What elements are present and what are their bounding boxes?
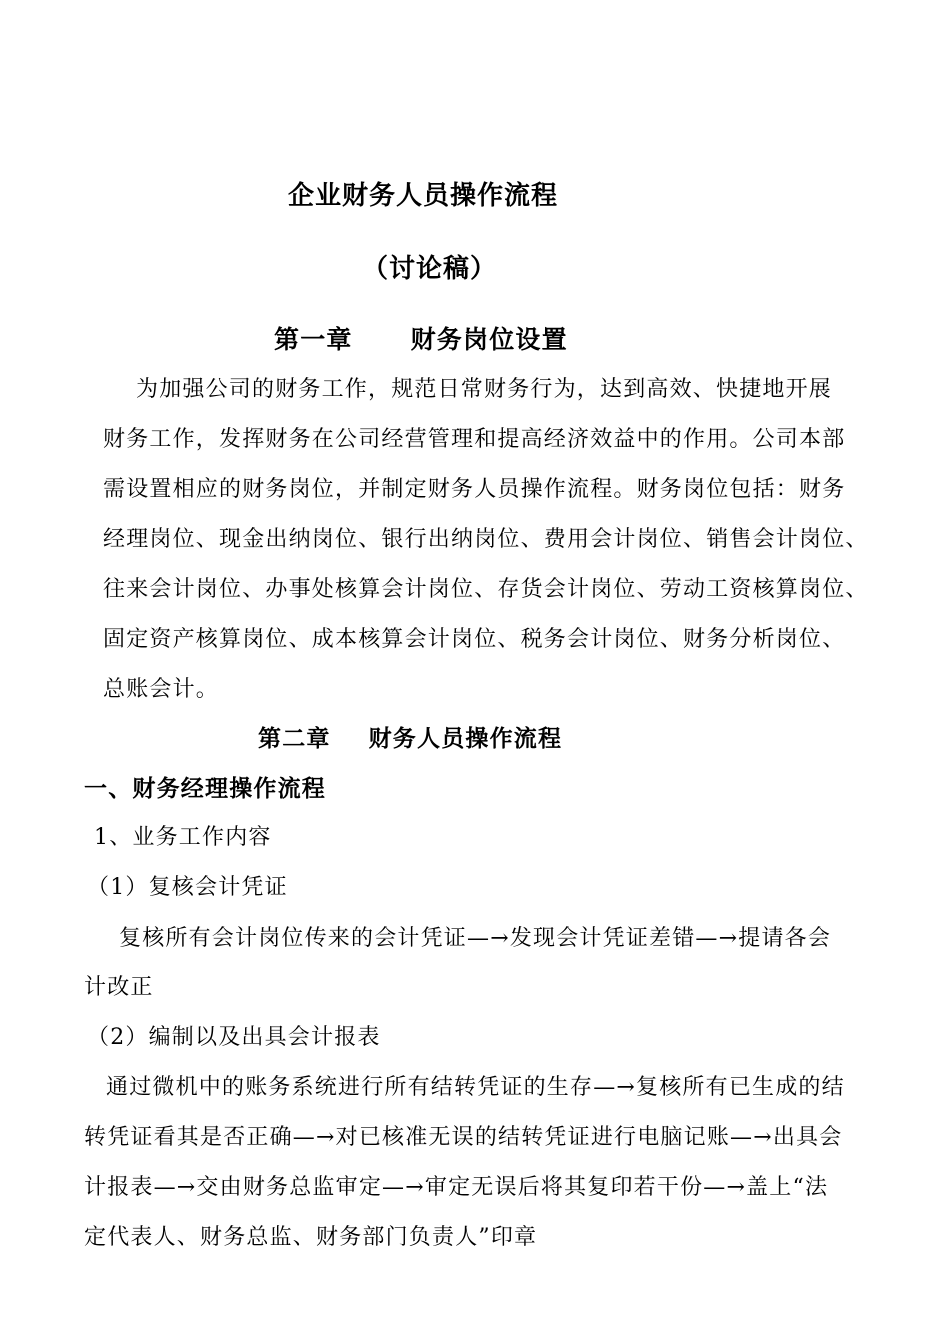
chapter1-paragraph-line: 需设置相应的财务岗位，并制定财务人员操作流程。财务岗位包括：财务 [103, 477, 846, 502]
document-subtitle: （讨论稿） [362, 254, 498, 284]
chapter1-paragraph-line: 总账会计。 [103, 677, 220, 702]
chapter1-number: 第一章 [274, 325, 353, 354]
chapter1-paragraph-line: 财务工作，发挥财务在公司经营管理和提高经济效益中的作用。公司本部 [103, 427, 846, 452]
subitem-paragraph-line: 计报表—→交由财务总监审定—→审定无误后将其复印若干份—→盖上“法 [84, 1175, 829, 1200]
chapter1-paragraph-line: 往来会计岗位、办事处核算会计岗位、存货会计岗位、劳动工资核算岗位、 [103, 577, 869, 602]
subitem-heading: （1）复核会计凭证 [87, 875, 288, 900]
section-heading: 一、财务经理操作流程 [84, 775, 326, 802]
subitem-paragraph-line: 复核所有会计岗位传来的会计凭证—→发现会计凭证差错—→提请各会 [119, 926, 832, 951]
chapter1-paragraph-line: 经理岗位、现金出纳岗位、银行出纳岗位、费用会计岗位、销售会计岗位、 [103, 527, 869, 552]
chapter1-paragraph-line: 为加强公司的财务工作，规范日常财务行为，达到高效、快捷地开展 [136, 377, 833, 402]
chapter2-number: 第二章 [258, 725, 331, 752]
subitem-paragraph-line: 转凭证看其是否正确—→对已核准无误的结转凭证进行电脑记账—→出具会 [84, 1125, 843, 1150]
document-title: 企业财务人员操作流程 [288, 181, 559, 211]
subitem-paragraph-line: 定代表人、财务总监、财务部门负责人”印章 [84, 1225, 538, 1250]
subitem-paragraph-line: 计改正 [84, 975, 154, 1000]
chapter1-heading [274, 325, 568, 355]
chapter1-title: 财务岗位设置 [410, 325, 568, 354]
chapter2-heading [258, 725, 562, 753]
chapter1-paragraph-line: 固定资产核算岗位、成本核算会计岗位、税务会计岗位、财务分析岗位、 [103, 627, 846, 652]
subitem-paragraph-line: 通过微机中的账务系统进行所有结转凭证的生存—→复核所有已生成的结 [106, 1075, 845, 1100]
subitem-heading: （2）编制以及出具会计报表 [87, 1025, 381, 1050]
item-heading: 1、业务工作内容 [94, 825, 272, 850]
chapter2-title: 财务人员操作流程 [368, 725, 563, 752]
